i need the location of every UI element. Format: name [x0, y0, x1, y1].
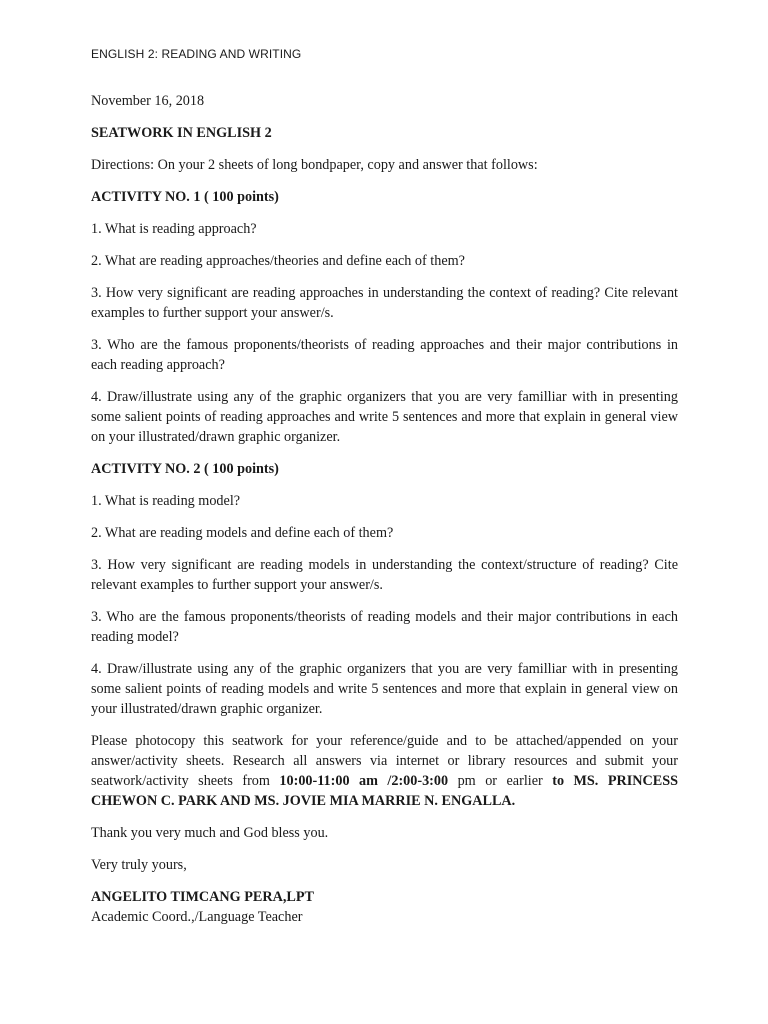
document-body [91, 91, 678, 927]
date-line: November 16, 2018 [91, 93, 205, 109]
recipients: to MS. PRINCESS CHEWON C. PARK AND MS. JOVIE MIA MARRIE N. ENGALLA. [91, 773, 678, 809]
signer-title: Academic Coord.,/Language Teacher [91, 909, 303, 925]
signer-name: ANGELITO TIMCANG PERA,LPT [91, 889, 314, 905]
activity-2-heading: ACTIVITY NO. 2 ( 100 points) [91, 461, 279, 477]
activity-2-question-5: 4. Draw/illustrate using any of the graphic organizers that you are very familliar with in presenting some salient points of reading models and write 5 sentences and more that explain in general view on your illustrated/drawn graphic organizer. [91, 661, 678, 717]
valediction: Very truly yours, [91, 857, 187, 873]
seatwork-title: SEATWORK IN ENGLISH 2 [91, 125, 272, 141]
thanks-line: Thank you very much and God bless you. [91, 825, 329, 841]
activity-1-heading: ACTIVITY NO. 1 ( 100 points) [91, 189, 279, 205]
instructions-text-2: pm or earlier [448, 773, 553, 789]
submission-instructions [91, 731, 678, 811]
document-header: ENGLISH 2: READING AND WRITING [91, 47, 302, 61]
directions: Directions: On your 2 sheets of long bondpaper, copy and answer that follows: [91, 157, 538, 173]
activity-1-question-2: 2. What are reading approaches/theories and define each of them? [91, 253, 465, 269]
activity-2-question-3: 3. How very significant are reading models in understanding the context/structure of reading? Cite relevant examples to further support your answer/s. [91, 557, 678, 593]
activity-2-question-2: 2. What are reading models and define each of them? [91, 525, 394, 541]
instructions-text: Please photocopy this seatwork for your reference/guide and to be attached/appended on your answer/activity sheets. Research all answers via internet or library resources and submit your seatwork/activity sheets from [91, 733, 678, 789]
submission-time: 10:00-11:00 am /2:00-3:00 [279, 773, 449, 789]
activity-2-question-1: 1. What is reading model? [91, 493, 241, 509]
activity-1-question-3: 3. How very significant are reading approaches in understanding the context of reading? Cite relevant examples to further support your answer/s. [91, 285, 678, 321]
activity-1-question-1: 1. What is reading approach? [91, 221, 257, 237]
activity-1-question-4: 3. Who are the famous proponents/theorists of reading approaches and their major contributions in each reading approach? [91, 337, 678, 373]
activity-2-question-4: 3. Who are the famous proponents/theorists of reading models and their major contributions in each reading model? [91, 609, 678, 645]
activity-1-question-5: 4. Draw/illustrate using any of the graphic organizers that you are very familliar with in presenting some salient points of reading approaches and write 5 sentences and more that explain in general view on your illustrated/drawn graphic organizer. [91, 389, 678, 445]
